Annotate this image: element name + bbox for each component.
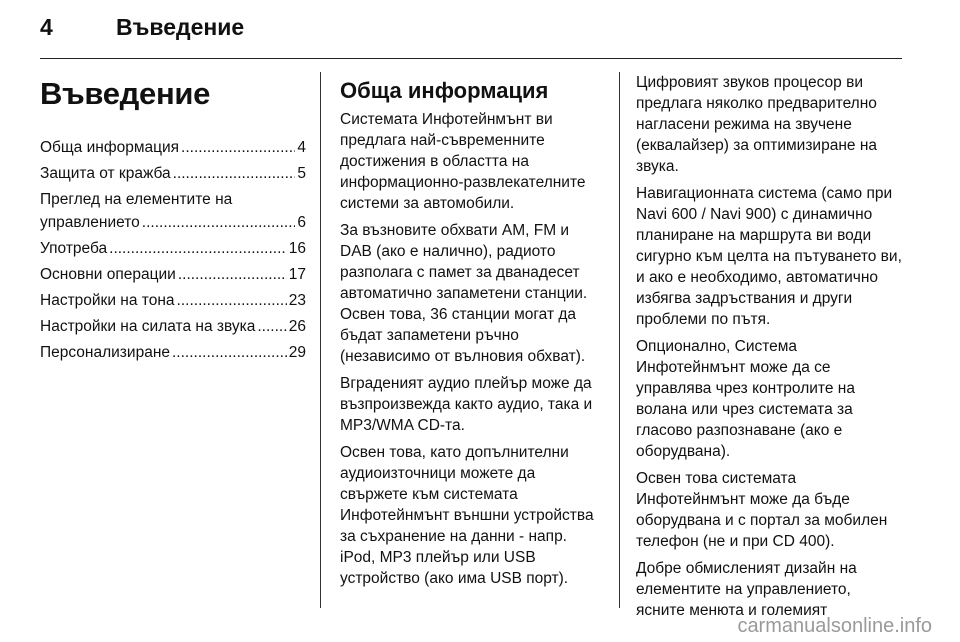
toc-leader — [177, 289, 287, 312]
paragraph: Навигационната система (само при Navi 600 / Navi 900) с динамично планиране на маршрута ви води сигурно към целта на пътуването ви, и ако е необходимо, автоматично избягва задръствания и други проблеми по пътя. — [636, 185, 902, 328]
toc-entry[interactable] — [40, 315, 306, 338]
toc-label: Употреба — [40, 240, 108, 257]
section-heading: Обща информация — [340, 78, 549, 103]
paragraph: Системата Инфотейнмънт ви предлага най-съвременните достижения в областта на информационно-развлекателните системи за автомобили. — [340, 111, 586, 212]
toc-leader — [172, 341, 287, 364]
watermark: carmanualsonline.info — [737, 615, 932, 637]
paragraph: За възновите обхвати AM, FM и DAB (ако е налично), радиото разполага с памет за дванадесет автоматично запаметени станции. Освен това, 36 станции могат да бъдат запаметени ръчно (независимо от вълновия обхват). — [340, 222, 588, 365]
toc-label: Настройки на тона — [40, 292, 175, 309]
toc-label: Обща информация — [40, 139, 180, 156]
toc-page: 5 — [297, 165, 306, 182]
toc-entry[interactable] — [40, 341, 306, 364]
toc-entry[interactable] — [40, 289, 306, 312]
toc-page: 4 — [297, 139, 306, 156]
chapter-title: Въведение — [40, 76, 211, 111]
toc-entry[interactable] — [40, 263, 306, 286]
toc-entry[interactable] — [40, 237, 306, 260]
paragraph: Цифровият звуков процесор ви предлага няколко предварително нагласени режима на звучене (еквалайзер) за оптимизиране на звука. — [636, 74, 877, 175]
toc-label: Защита от кражба — [40, 165, 171, 182]
toc-page: 16 — [288, 240, 306, 257]
text-column-1 — [340, 72, 602, 595]
toc-page: 6 — [297, 214, 306, 231]
toc-label: управлението — [40, 214, 140, 231]
paragraph: Освен това системата Инфотейнмънт може да бъде оборудвана и с портал за мобилен телефон (не и при CD 400). — [636, 470, 888, 550]
toc-leader — [178, 263, 287, 286]
paragraph: Добре обмисленият дизайн на елементите на управлението, ясните менюта и големият — [636, 560, 857, 619]
toc-entry[interactable] — [40, 162, 306, 185]
header-divider — [40, 58, 902, 59]
toc-label: Основни операции — [40, 266, 176, 283]
toc-entry[interactable] — [40, 136, 306, 159]
toc-leader — [257, 315, 286, 338]
toc-page: 26 — [288, 318, 306, 335]
toc-label: Настройки на силата на звука — [40, 318, 256, 335]
paragraph: Освен това, като допълнителни аудиоизточници можете да свържете към системата Инфотейнмънт външни устройства за съхранение на данни - напр. iPod, MP3 плейър или USB устройство (ако има USB порт). — [340, 444, 594, 587]
toc-page: 29 — [288, 344, 306, 361]
running-title: Въведение — [116, 14, 245, 40]
toc-leader — [181, 136, 295, 159]
text-column-2 — [636, 72, 904, 627]
toc-page: 23 — [288, 292, 306, 309]
toc-page: 17 — [288, 266, 306, 283]
table-of-contents — [40, 136, 306, 364]
column-divider — [320, 72, 321, 608]
toc-label-line1: Преглед на елементите на — [40, 191, 233, 208]
paragraph: Вграденият аудио плейър може да възпроизвежда както аудио, така и MP3/WMA CD-та. — [340, 375, 593, 434]
toc-leader — [173, 162, 296, 185]
toc-leader — [142, 211, 296, 234]
paragraph: Опционално, Системa Инфотейнмънт може да се управлява чрез контролите на волана или чрез системата за гласово разпознаване (ако е оборудвана). — [636, 338, 855, 460]
page-header — [40, 14, 902, 54]
page-number: 4 — [40, 14, 53, 40]
column-divider — [619, 72, 620, 608]
toc-label: Персонализиране — [40, 344, 170, 361]
toc-entry[interactable] — [40, 188, 306, 234]
toc-leader — [109, 237, 287, 260]
toc-column — [40, 72, 306, 367]
